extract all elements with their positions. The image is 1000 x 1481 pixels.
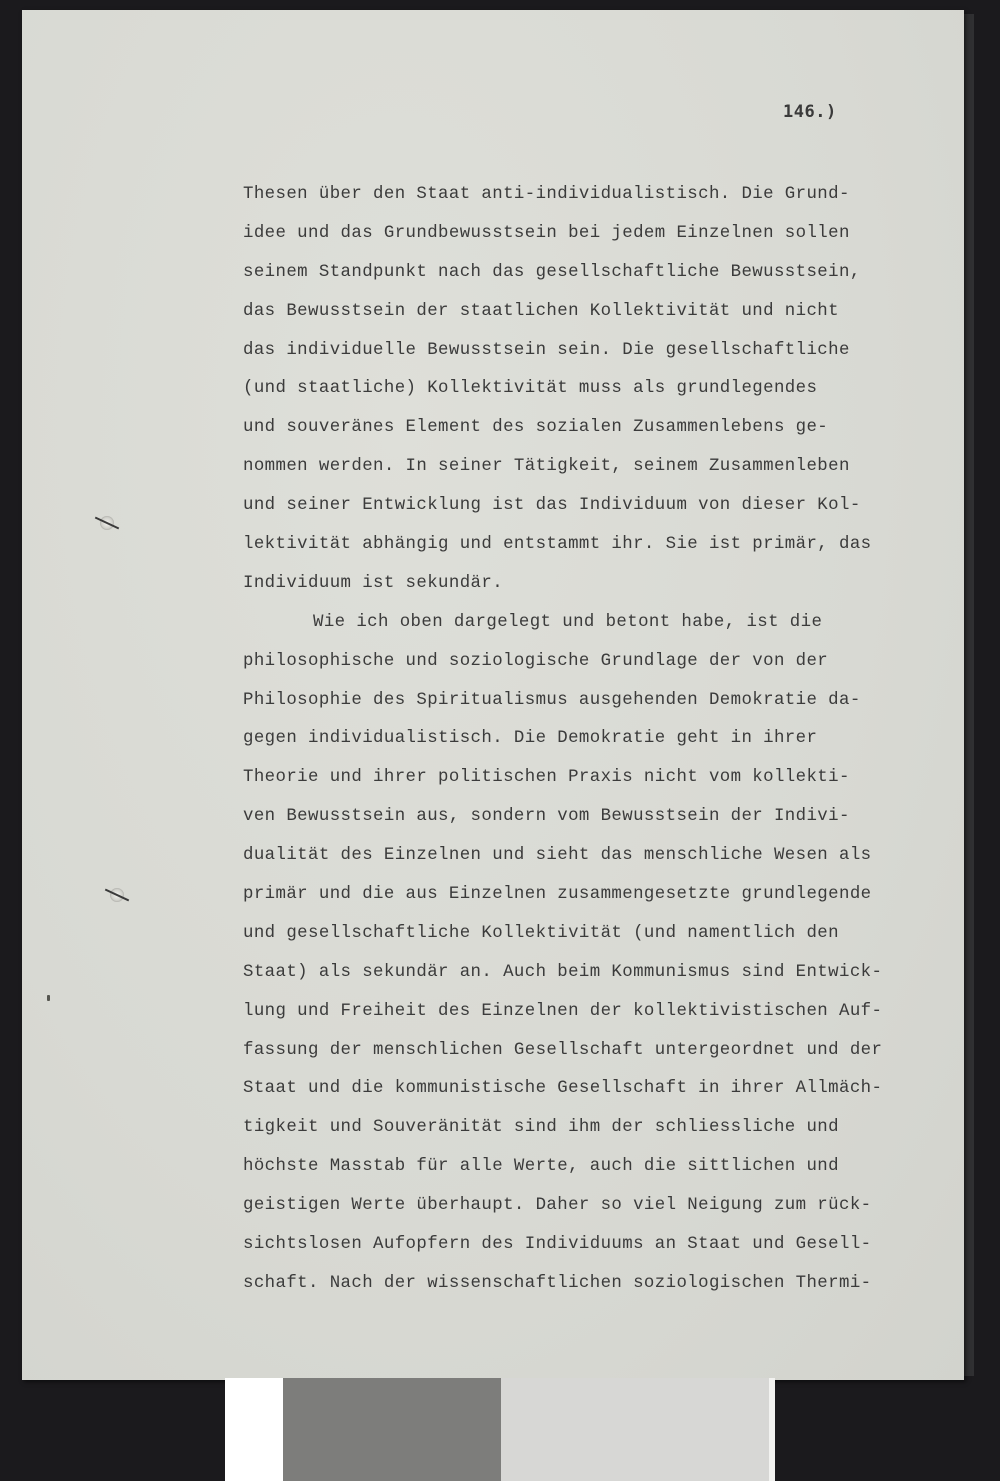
text-line: nommen werden. In seiner Tätigkeit, seinem Zusammenleben bbox=[243, 457, 850, 477]
text-line: philosophische und soziologische Grundlage der von der bbox=[243, 651, 829, 671]
text-line: lung und Freiheit des Einzelnen der kollektivistischen Auf- bbox=[243, 1001, 883, 1021]
text-line: schaft. Nach der wissenschaftlichen soziologischen Thermi- bbox=[243, 1273, 872, 1293]
text-line: und gesellschaftliche Kollektivität (und namentlich den bbox=[243, 923, 839, 943]
text-line: (und staatliche) Kollektivität muss als grundlegendes bbox=[243, 379, 818, 399]
text-line: dualität des Einzelnen und sieht das menschliche Wesen als bbox=[243, 846, 872, 866]
text-line: gegen individualistisch. Die Demokratie geht in ihrer bbox=[243, 729, 818, 749]
text-line: Thesen über den Staat anti-individualistisch. Die Grund- bbox=[243, 185, 850, 204]
text-line: Wie ich oben dargelegt und betont habe, ist die bbox=[313, 612, 823, 632]
text-line: höchste Masstab für alle Werte, auch die sittlichen und bbox=[243, 1157, 839, 1177]
punch-hole-bottom bbox=[110, 888, 124, 902]
text-line: das individuelle Bewusstsein sein. Die gesellschaftliche bbox=[243, 340, 850, 360]
text-line: das Bewusstsein der staatlichen Kollektivität und nicht bbox=[243, 301, 839, 321]
text-line: Theorie und ihrer politischen Praxis nicht vom kollekti- bbox=[243, 768, 850, 788]
text-line: geistigen Werte überhaupt. Daher so viel Neigung zum rück- bbox=[243, 1196, 872, 1216]
text-line: tigkeit und Souveränität sind ihm der schliessliche und bbox=[243, 1118, 839, 1138]
light-swatch bbox=[501, 1378, 775, 1481]
text-line: idee und das Grundbewusstsein bei jedem Einzelnen sollen bbox=[243, 223, 850, 243]
text-line: fassung der menschlichen Gesellschaft untergeordnet und der bbox=[243, 1040, 883, 1060]
gray-swatch bbox=[283, 1378, 501, 1481]
paper-speck bbox=[47, 995, 50, 1001]
punch-hole-top bbox=[100, 516, 114, 530]
body-text bbox=[243, 176, 943, 1304]
text-line: ven Bewusstsein aus, sondern vom Bewusstsein der Indivi- bbox=[243, 807, 850, 827]
text-line: primär und die aus Einzelnen zusammengesetzte grundlegende bbox=[243, 885, 872, 905]
text-line: seinem Standpunkt nach das gesellschaftliche Bewusstsein, bbox=[243, 262, 861, 282]
text-line: Staat und die kommunistische Gesellschaft in ihrer Allmäch- bbox=[243, 1079, 883, 1099]
text-line: Staat) als sekundär an. Auch beim Kommunismus sind Entwick- bbox=[243, 962, 883, 982]
text-line: sichtslosen Aufopfern des Individuums an Staat und Gesell- bbox=[243, 1235, 872, 1255]
text-line: Individuum ist sekundär. bbox=[243, 573, 504, 593]
text-line: Philosophie des Spiritualismus ausgehenden Demokratie da- bbox=[243, 690, 861, 710]
text-line: und souveränes Element des sozialen Zusammenlebens ge- bbox=[243, 418, 829, 438]
text-line: lektivität abhängig und entstammt ihr. Sie ist primär, das bbox=[243, 535, 872, 555]
text-line: und seiner Entwicklung ist das Individuum von dieser Kol- bbox=[243, 496, 861, 516]
page-number: 146.) bbox=[783, 102, 837, 122]
